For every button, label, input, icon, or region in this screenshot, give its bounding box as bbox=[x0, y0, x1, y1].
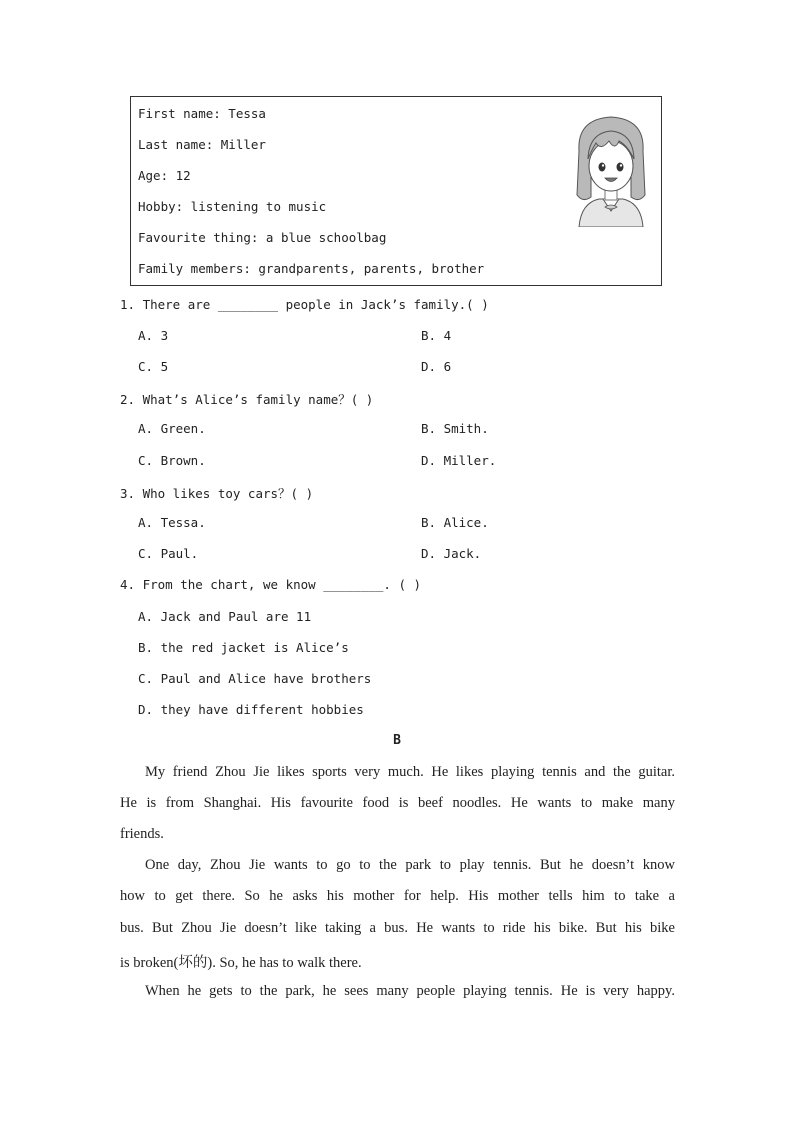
question-3-option-a: A. Tessa. bbox=[138, 515, 206, 530]
question-2-option-a: A. Green. bbox=[138, 421, 206, 436]
profile-hobby: Hobby: listening to music bbox=[138, 199, 327, 214]
question-1-option-b: B. 4 bbox=[421, 328, 452, 343]
question-1: 1. There are ________ people in Jack’s family.( ) bbox=[120, 297, 489, 312]
question-3: 3. Who likes toy cars？( ) bbox=[120, 486, 314, 501]
question-1-option-d: D. 6 bbox=[421, 359, 452, 374]
question-1-option-a: A. 3 bbox=[138, 328, 169, 343]
question-2: 2. What’s Alice’s family name？( ) bbox=[120, 392, 374, 407]
profile-card bbox=[130, 96, 662, 286]
question-3-option-b: B. Alice. bbox=[421, 515, 489, 530]
question-3-option-d: D. Jack. bbox=[421, 546, 482, 561]
question-2-option-b: B. Smith. bbox=[421, 421, 489, 436]
question-4: 4. From the chart, we know ________. ( ) bbox=[120, 577, 422, 592]
profile-age: Age: 12 bbox=[138, 168, 191, 183]
question-3-option-c: C. Paul. bbox=[138, 546, 199, 561]
question-2-option-c: C. Brown. bbox=[138, 453, 206, 468]
profile-last-name: Last name: Miller bbox=[138, 137, 266, 152]
passage-line-1: My friend Zhou Jie likes sports very much. He likes playing tennis and the guitar. bbox=[145, 764, 675, 780]
passage-line-3: friends. bbox=[120, 826, 164, 842]
profile-favourite-thing: Favourite thing: a blue schoolbag bbox=[138, 230, 387, 245]
question-4-option-c: C. Paul and Alice have brothers bbox=[138, 671, 372, 686]
passage-line-7: is broken(坏的). So, he has to walk there. bbox=[120, 955, 362, 971]
question-1-option-c: C. 5 bbox=[138, 359, 169, 374]
question-4-option-b: B. the red jacket is Alice’s bbox=[138, 640, 349, 655]
passage-line-2: He is from Shanghai. His favourite food is beef noodles. He wants to make many bbox=[120, 795, 675, 811]
girl-portrait-icon bbox=[569, 111, 653, 227]
profile-family-members: Family members: grandparents, parents, brother bbox=[138, 261, 485, 276]
question-4-option-a: A. Jack and Paul are 11 bbox=[138, 609, 312, 624]
passage-line-4: One day, Zhou Jie wants to go to the park to play tennis. But he doesn’t know bbox=[145, 857, 675, 873]
question-4-option-d: D. they have different hobbies bbox=[138, 702, 364, 717]
passage-line-8: When he gets to the park, he sees many people playing tennis. He is very happy. bbox=[145, 983, 675, 999]
passage-line-6: bus. But Zhou Jie doesn’t like taking a bus. He wants to ride his bike. But his bike bbox=[120, 920, 675, 936]
section-b-heading: B bbox=[393, 733, 401, 748]
question-2-option-d: D. Miller. bbox=[421, 453, 497, 468]
passage-line-5: how to get there. So he asks his mother for help. His mother tells him to take a bbox=[120, 888, 675, 904]
profile-first-name: First name: Tessa bbox=[138, 106, 266, 121]
